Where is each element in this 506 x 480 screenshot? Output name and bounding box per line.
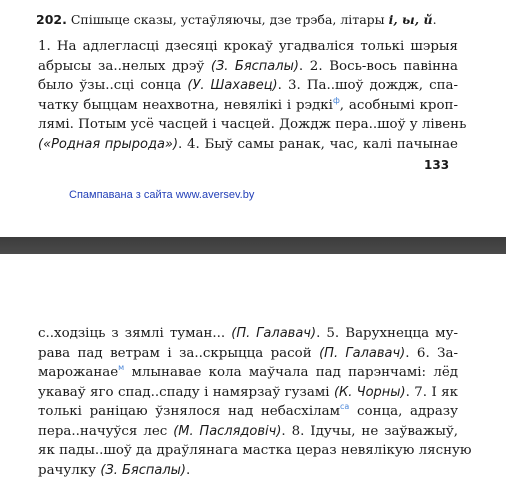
- text-line: [38, 422, 458, 442]
- author-citation: (К. Чорны): [334, 385, 406, 400]
- footnote-marker[interactable]: ф: [333, 96, 340, 105]
- text-line: [38, 402, 458, 422]
- text-segment: рава пад ветрам і за..скрыцца расой: [38, 346, 319, 361]
- text-segment: як пады..шоў да драўлянага мастка цераз невялікую лясную: [38, 443, 472, 458]
- exercise-text-top: [38, 37, 458, 154]
- text-segment: . 5. Варухнецца му-: [316, 326, 458, 341]
- text-segment: . 2. Вось-вось павінна: [299, 59, 458, 74]
- text-line: [38, 96, 458, 116]
- text-line: [38, 135, 458, 155]
- text-line: [38, 383, 458, 403]
- exercise-instruction: Спішыце сказы, устаўляючы, дзе трэба, літары: [71, 12, 385, 27]
- text-segment: 1. На адлегласці дзесяці крокаў угадваліся толькі шэрыя: [38, 39, 458, 54]
- text-line: [38, 76, 458, 96]
- text-segment: чатку быццам неахвотна, невялікі і рэдкі: [38, 98, 333, 113]
- text-line: [38, 115, 458, 135]
- text-segment: укаваў яго спад..спаду і намярзаў гузамі: [38, 385, 334, 400]
- page-separator: [0, 237, 506, 254]
- text-line: [38, 363, 458, 383]
- text-segment: . 6. За-: [405, 346, 458, 361]
- source-link[interactable]: Спампавана з сайта www.aversev.by: [69, 189, 254, 201]
- author-citation: (У. Шахавец): [187, 78, 277, 93]
- text-segment: . 8. Ідучы, не заўважыў,: [281, 424, 458, 439]
- footnote-marker[interactable]: м: [118, 363, 124, 372]
- exercise-letters: і, ы, й: [389, 12, 433, 27]
- text-segment: марожанае: [38, 365, 118, 380]
- text-segment: лямі. Потым усё часцей і часцей. Дождж пера..шоў у лівень: [38, 117, 466, 132]
- text-segment: . 4. Быў самы ранак, час, калі пачынае: [178, 137, 458, 152]
- author-citation: (З. Бяспалы): [211, 59, 299, 74]
- text-segment: . 7. І як: [406, 385, 458, 400]
- footnote-marker[interactable]: са: [340, 402, 349, 411]
- exercise-header: [36, 12, 496, 28]
- author-citation: (М. Паслядовіч): [173, 424, 281, 439]
- text-segment: толькі раніцаю ўзнялося над небасхілам: [38, 404, 340, 419]
- text-segment: .: [186, 463, 190, 478]
- text-segment: с..ходзіць з зямлі туман...: [38, 326, 231, 341]
- book-page-bottom: [0, 254, 506, 478]
- exercise-text-bottom: [38, 324, 458, 480]
- author-citation: (З. Бяспалы): [100, 463, 186, 478]
- text-line: [38, 344, 458, 364]
- text-segment: рачулку: [38, 463, 100, 478]
- author-citation: («Родная прырода»): [38, 137, 178, 152]
- text-segment: сонца, адразу: [349, 404, 458, 419]
- text-line: [38, 461, 458, 480]
- book-page-top: [0, 0, 506, 237]
- text-segment: млынавае кола маўчала пад парэнчамі: лёд: [124, 365, 458, 380]
- exercise-period: .: [433, 12, 437, 27]
- author-citation: (П. Галавач): [231, 326, 316, 341]
- author-citation: (П. Галавач): [319, 346, 405, 361]
- text-line: [38, 441, 458, 461]
- exercise-number: 202.: [36, 12, 67, 27]
- text-line: [38, 57, 458, 77]
- text-line: [38, 37, 458, 57]
- page-number: 133: [424, 158, 449, 172]
- text-segment: абрысы за..нелых дрэў: [38, 59, 211, 74]
- text-segment: , асобнымі кроп-: [340, 98, 458, 113]
- text-segment: . 3. Па..шоў дождж, спа-: [278, 78, 458, 93]
- text-segment: было ўзы..сці сонца: [38, 78, 187, 93]
- text-segment: пера..начуўся лес: [38, 424, 173, 439]
- text-line: [38, 324, 458, 344]
